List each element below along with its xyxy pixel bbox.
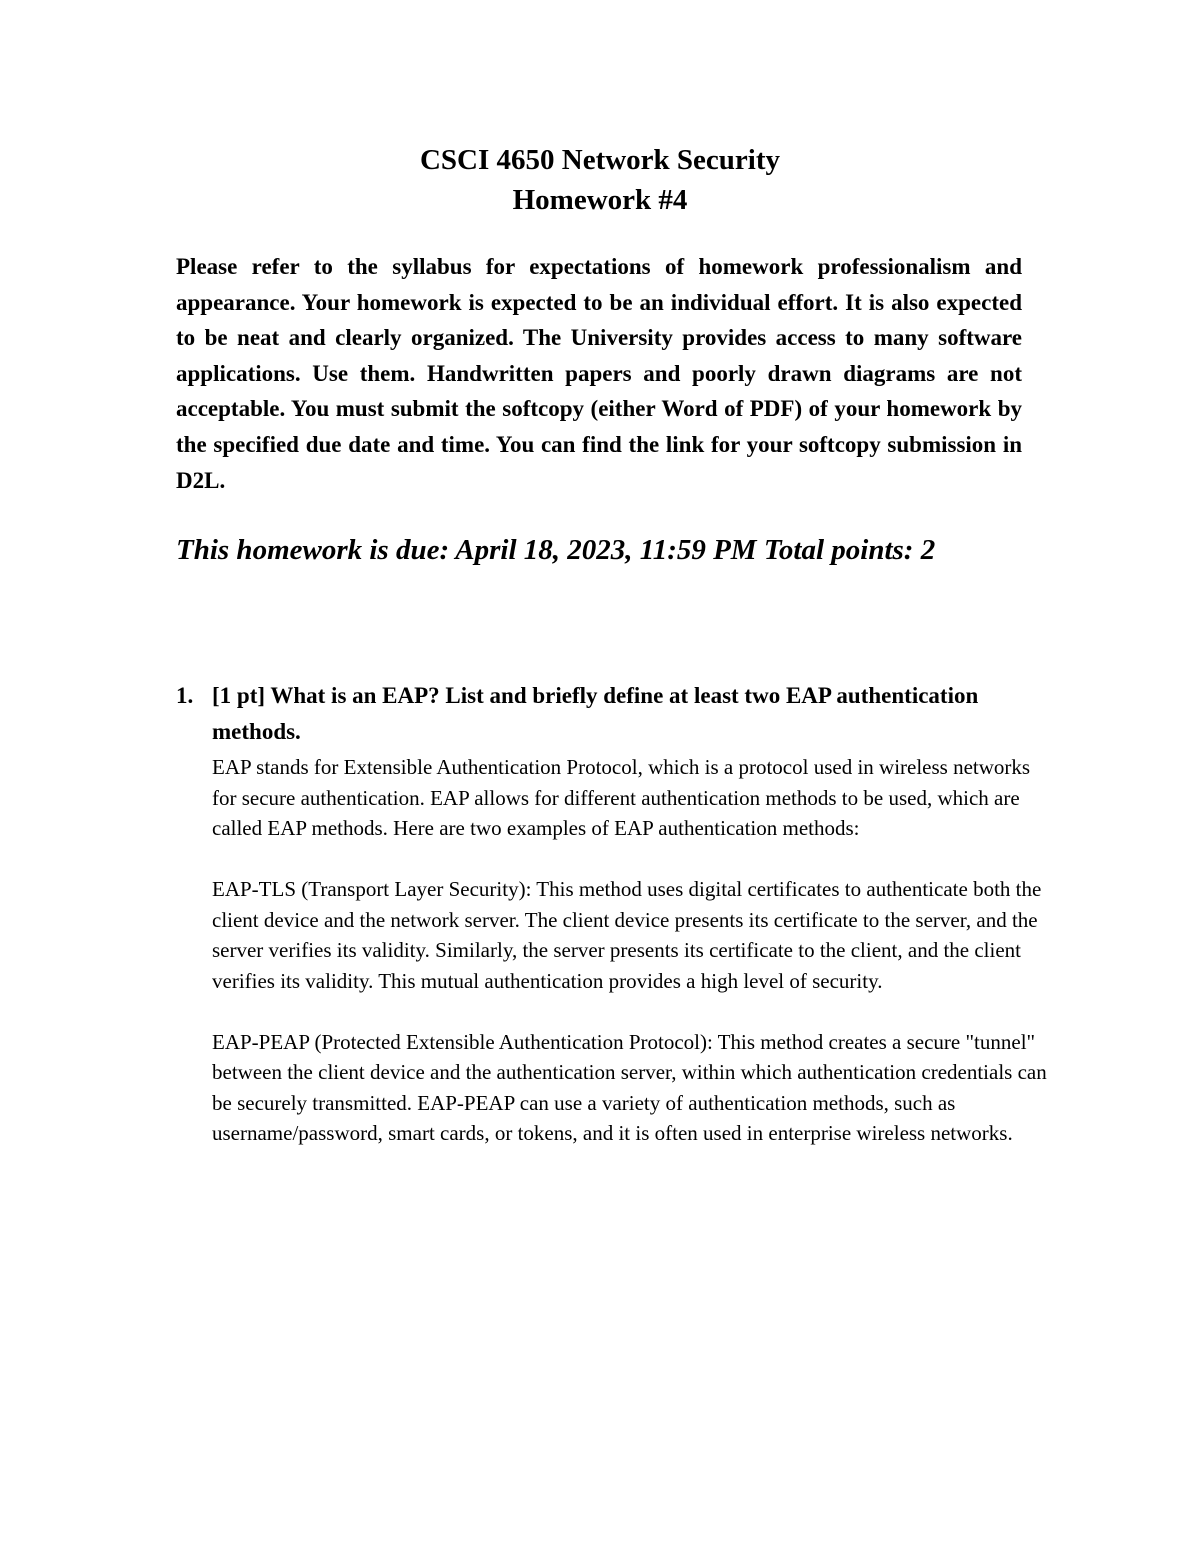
question-prompt: [1 pt] What is an EAP? List and briefly define at least two EAP authentication methods. <box>212 683 979 744</box>
instructions-paragraph: Please refer to the syllabus for expectations of homework professionalism and appearance. Your homework is expected to be an individual effort. It is also expected to be neat and clearly organized. The University provides access to many software applications. Use them. Handwritten papers and poorly drawn diagrams are not acceptable. You must submit the softcopy (either Word of PDF) of your homework by the specified due date and time. You can find the link for your softcopy submission in D2L. <box>176 254 1022 493</box>
answer-paragraph-eap-tls: EAP-TLS (Transport Layer Security): This method uses digital certificates to authenticate both the client device and the network server. The client device presents its certificate to the server, and the server verifies its validity. Similarly, the server presents its certificate to the client, and the client verifies its validity. This mutual authentication provides a high level of security. <box>212 877 1042 993</box>
question-number: 1. <box>176 683 194 708</box>
assignment-title: Homework #4 <box>512 184 688 216</box>
due-date-line: This homework is due: April 18, 2023, 11:59 PM Total points: 2 <box>176 534 936 566</box>
answer-block <box>212 752 1052 1179</box>
course-title: CSCI 4650 Network Security <box>419 144 781 176</box>
answer-paragraph-eap-peap: EAP-PEAP (Protected Extensible Authentication Protocol): This method creates a secure "tunnel" between the client device and the authentication server, within which authentication credentials can be securely transmitted. EAP-PEAP can use a variety of authentication methods, such as username/password, smart cards, or tokens, and it is often used in enterprise wireless networks. <box>212 1029 1047 1145</box>
answer-paragraph-intro: EAP stands for Extensible Authentication Protocol, which is a protocol used in wireless networks for secure authentication. EAP allows for different authentication methods to be used, which are called EAP methods. Here are two examples of EAP authentication methods: <box>212 755 1031 840</box>
document-title-block <box>0 140 1200 220</box>
